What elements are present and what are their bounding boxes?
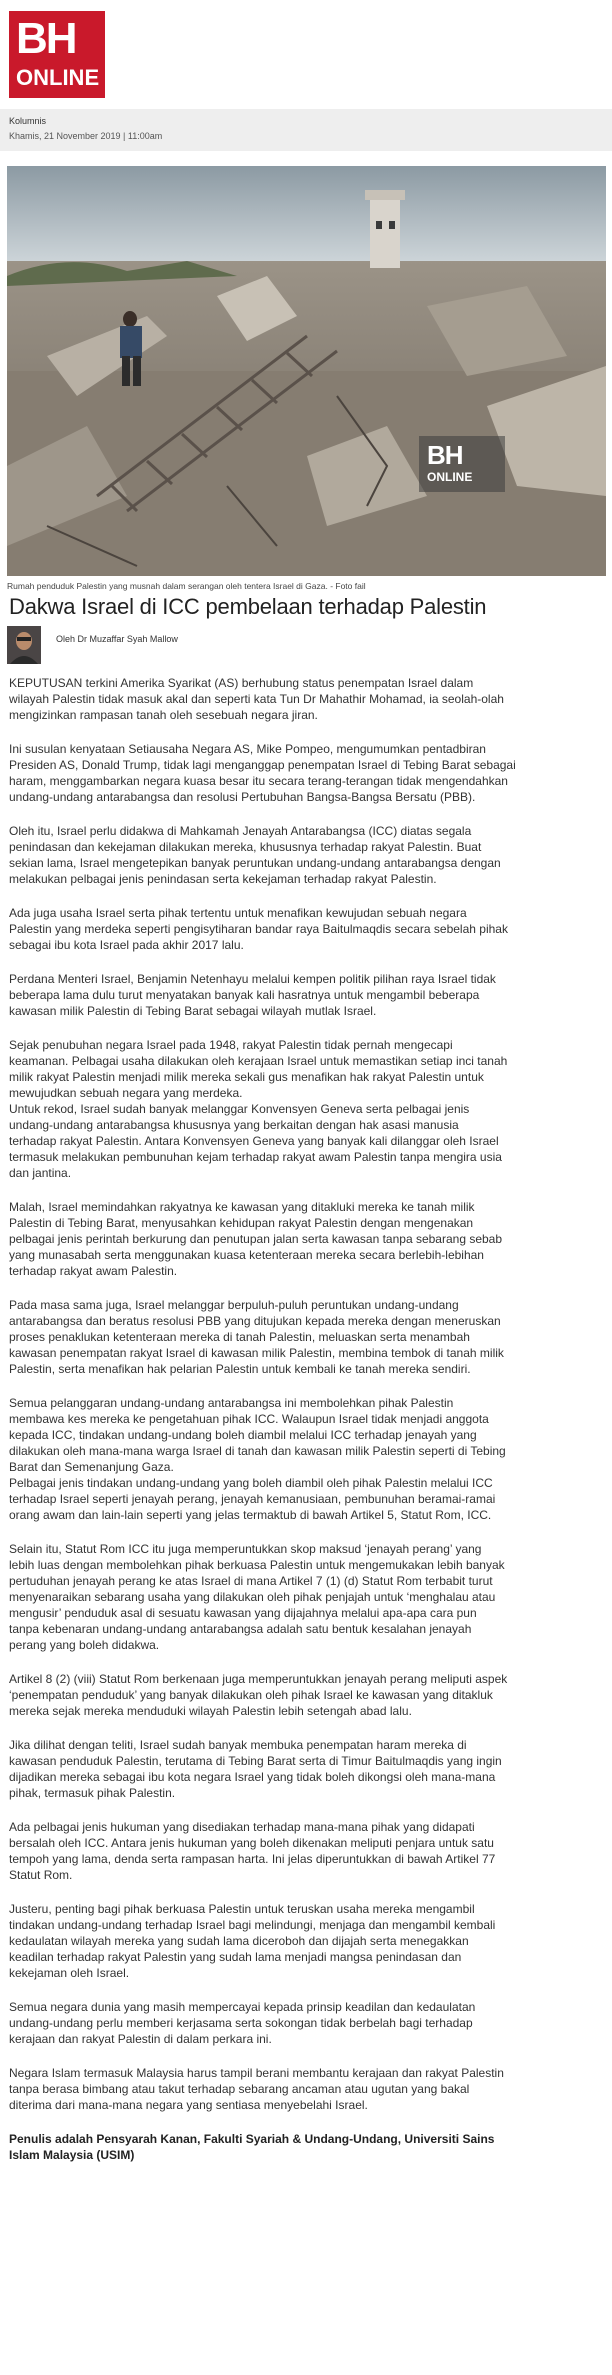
article-body — [9, 675, 605, 2181]
paragraph: Artikel 8 (2) (viii) Statut Rom berkenaan juga memperuntukkan jenayah perang meliputi aspek ‘penempatan penduduk’ yang banyak dilakukan oleh pihak Israel ke kawasan yang ditakluk mereka sejak mereka menduduki wilayah Palestin lebih setengah abad lalu. — [9, 1672, 508, 1718]
author-byline[interactable]: Oleh Dr Muzaffar Syah Mallow — [56, 634, 178, 644]
logo-text-online: ONLINE — [16, 65, 100, 90]
paragraph: Jika dilihat dengan teliti, Israel sudah banyak membuka penempatan haram mereka di kawasan penduduk Palestin, terutama di Tebing Barat serta di Timur Baitulmaqdis yang ingin dijadikan mereka sebagai ibu kota negara Israel yang tidak boleh dikongsi oleh mana-mana pihak, termasuk pihak Palestin. — [9, 1738, 502, 1800]
paragraph: Perdana Menteri Israel, Benjamin Netenhayu melalui kempen politik pilihan raya Israel tidak beberapa lama dulu turut menyatakan banyak kali hasratnya untuk mengambil beberapa kawasan milik Palestin di Tebing Barat sebagai wilayah mutlak Israel. — [9, 972, 496, 1018]
article-headline: Dakwa Israel di ICC pembelaan terhadap Palestin — [9, 594, 487, 619]
paragraph: Ini susulan kenyataan Setiausaha Negara AS, Mike Pompeo, mengumumkan pentadbiran Presiden AS, Donald Trump, tidak lagi menganggap penempatan Israel di Tebing Barat sebagai haram, menggambarkan negara kuasa besar itu secara terang-terangan tidak mengendahkan undang-undang antarabangsa dan resolusi Pertubuhan Bangsa-Bangsa Bersatu (PBB). — [9, 742, 516, 804]
paragraph: KEPUTUSAN terkini Amerika Syarikat (AS) berhubung status penempatan Israel dalam wilayah Palestin tidak masuk akal dan seperti kata Tun Dr Mahathir Mohamad, ia seolah-olah mengizinkan rampasan tanah oleh sesebuah negara jiran. — [9, 676, 504, 722]
author-note: Penulis adalah Pensyarah Kanan, Fakulti Syariah & Undang-Undang, Universiti Sains Islam Malaysia (USIM) — [9, 2132, 495, 2162]
paragraph: Sejak penubuhan negara Israel pada 1948, rakyat Palestin tidak pernah mengecapi keamanan. Pelbagai usaha dilakukan oleh kerajaan Israel untuk memastikan setiap inci tanah milik rakyat Palestin menjadi milik mereka sekali gus menafikan hak rakyat Palestin untuk mewujudkan sebuah negara yang merdeka. Untuk rekod, Israel sudah banyak melanggar Konvensyen Geneva serta pelbagai jenis undang-undang antarabangsa khususnya yang berkaitan dengan hak asasi manusia terhadap rakyat Palestin. Antara Konvensyen Geneva yang banyak kali dilanggar oleh Israel termasuk melakukan pembunuhan kejam terhadap rakyat awam Palestin tanpa mengira usia dan jantina. — [9, 1038, 508, 1180]
paragraph: Oleh itu, Israel perlu didakwa di Mahkamah Jenayah Antarabangsa (ICC) diatas segala penindasan dan kekejaman dilakukan mereka, khususnya terhadap rakyat Palestin. Buat sekian lama, Israel mengetepikan banyak peruntukan undang-undang antarabangsa dengan melakukan pelbagai jenis penindasan serta kekejaman terhadap rakyat Palestin. — [9, 824, 501, 886]
author-portrait-icon — [7, 626, 41, 664]
author-avatar — [7, 626, 41, 664]
category-label[interactable]: Kolumnis — [9, 116, 47, 126]
paragraph: Ada pelbagai jenis hukuman yang disediakan terhadap mana-mana pihak yang didapati bersalah oleh ICC. Antara jenis hukuman yang boleh dikenakan meliputi penjara untuk satu tempoh yang lama, denda serta rampasan harta. Ini jelas diperuntukkan di bawah Artikel 77 Statut Rom. — [9, 1820, 496, 1882]
paragraph: Justeru, penting bagi pihak berkuasa Palestin untuk teruskan usaha mereka mengambil tindakan undang-undang terhadap Israel bagi melindungi, menjaga dan mengambil kembali kedaulatan wilayah mereka yang sudah lama diceroboh dan dijajah serta menegakkan keadilan terhadap rakyat Palestin yang sudah lama menjadi mangsa penindasan dan kekejaman oleh Israel. — [9, 1902, 496, 1980]
article-meta-bar — [0, 109, 612, 151]
paragraph: Semua negara dunia yang masih mempercayai kepada prinsip keadilan dan kedaulatan undang-undang perlu memberi kerjasama serta sokongan tidak berbelah bagi terhadap kerajaan dan rakyat Palestin di dalam perkara ini. — [9, 2000, 476, 2046]
paragraph: Negara Islam termasuk Malaysia harus tampil berani membantu kerajaan dan rakyat Palestin tanpa berasa bimbang atau takut terhadap sebarang ancaman atau ugutan yang bakal diterima dari mana-mana negara yang sentiasa menyebelahi Israel. — [9, 2066, 504, 2112]
publish-date: Khamis, 21 November 2019 | 11:00am — [9, 131, 163, 141]
bh-online-logo[interactable] — [9, 11, 105, 98]
watermark-text-bh: BH — [427, 440, 463, 470]
paragraph: Semua pelanggaran undang-undang antarabangsa ini membolehkan pihak Palestin membawa kes mereka ke pengetahuan pihak ICC. Walaupun Israel tidak menjadi anggota kepada ICC, tindakan undang-undang boleh diambil melalui ICC terhadap jenayah yang dilakukan oleh mana-mana warga Israel di tanah dan kawasan milik Palestin seperti di Tebing Barat dan Semenanjung Gaza. Pelbagai jenis tindakan undang-undang yang boleh diambil oleh pihak Palestin melalui ICC terhadap Israel seperti jenayah perang, jenayah kemanusiaan, pembunuhan beramai-ramai orang awam dan lain-lain seperti yang jelas termaktub di bawah Artikel 5, Statut Rom, ICC. — [9, 1396, 506, 1522]
photo-caption: Rumah penduduk Palestin yang musnah dalam serangan oleh tentera Israel di Gaza. - Foto fail — [7, 581, 366, 591]
logo-text-bh: BH — [16, 14, 76, 63]
paragraph: Selain itu, Statut Rom ICC itu juga memperuntukkan skop maksud ‘jenayah perang’ yang lebih luas dengan membolehkan pihak berkuasa Palestin untuk mengemukakan lebih banyak pertuduhan jenayah perang ke atas Israel di mana Artikel 7 (1) (d) Statut Rom terbabit turut menyenaraikan sebarang usaha yang dilakukan oleh pihak penjajah untuk ‘menghalau atau mengusir’ penduduk asal di sesuatu kawasan yang dijajahnya melalui apa-apa cara pun tanpa kebenaran undang-undang antarabangsa adalah satu bentuk kesalahan jenayah perang yang boleh didakwa. — [9, 1542, 505, 1652]
paragraph: Pada masa sama juga, Israel melanggar berpuluh-puluh peruntukan undang-undang antarabangsa dan beratus resolusi PBB yang ditujukan kepada mereka dengan meneruskan proses penaklukan ketenteraan mereka di tanah Palestin, meluaskan serta menambah kawasan penempatan rakyat Israel di kawasan milik Palestin, membina tembok di tanah milik Palestin, serta menafikan hak pelarian Palestin untuk kembali ke tanah mereka sendiri. — [9, 1298, 504, 1376]
paragraph: Ada juga usaha Israel serta pihak tertentu untuk menafikan kewujudan sebuah negara Palestin yang merdeka seperti pengisytiharan bandar raya Baitulmaqdis secara sebelah pihak sebagai ibu kota Israel pada akhir 2017 lalu. — [9, 906, 508, 952]
hero-photo — [7, 166, 606, 576]
photo-watermark — [419, 436, 505, 492]
watermark-text-online: ONLINE — [427, 470, 473, 484]
paragraph: Malah, Israel memindahkan rakyatnya ke kawasan yang ditakluki mereka ke tanah milik Palestin di Tebing Barat, menyusahkan kehidupan rakyat Palestin dengan mengenakan pelbagai jenis perintah berkurung dan penutupan jalan serta kawasan tanpa sebarang sebab yang munasabah serta menggunakan kuasa ketenteraan mereka secara berlebih-lebihan terhadap rakyat awam Palestin. — [9, 1200, 503, 1278]
gaza-ruins-photo — [7, 166, 606, 576]
